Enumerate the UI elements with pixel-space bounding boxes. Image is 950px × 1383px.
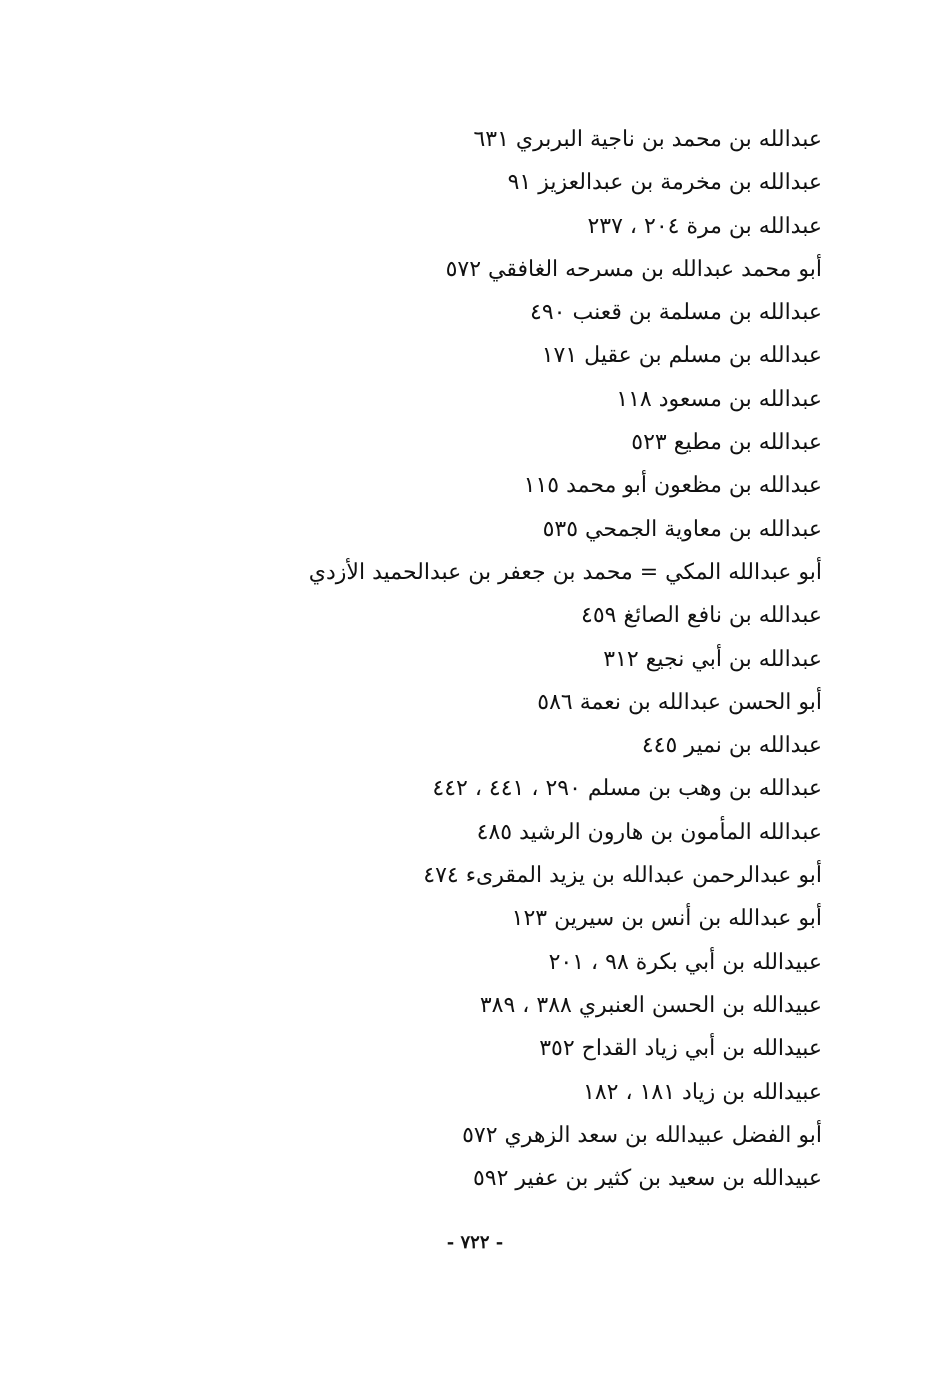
index-entry: عبدالله بن مرة ٢٠٤ ، ٢٣٧	[587, 213, 822, 239]
index-entry: عبدالله بن أبي نجيع ٣١٢	[603, 646, 822, 672]
index-entry: عبيدالله بن أبي زياد القداح ٣٥٢	[539, 1036, 822, 1062]
index-entry: عبدالله بن مخرمة بن عبدالعزيز ٩١	[507, 170, 822, 196]
index-entry: عبدالله بن مسعود ١١٨	[616, 386, 822, 412]
index-entry: عبيدالله بن أبي بكرة ٩٨ ، ٢٠١	[548, 949, 822, 975]
index-entry: أبو عبدالله المكي = محمد بن جعفر بن عبدالحميد الأزدي	[308, 559, 822, 585]
index-entry: أبو الفضل عبيدالله بن سعد الزهري ٥٧٢	[462, 1122, 822, 1148]
index-entry: عبدالله بن نمير ٤٤٥	[641, 733, 822, 759]
index-entry: عبدالله بن وهب بن مسلم ٢٩٠ ، ٤٤١ ، ٤٤٢	[432, 776, 822, 802]
index-entry: عبدالله بن مسلم بن عقيل ١٧١	[541, 343, 822, 369]
index-entry: أبو عبدالله بن أنس بن سيرين ١٢٣	[511, 906, 822, 932]
index-entry: عبدالله بن مسلمة بن قعنب ٤٩٠	[530, 300, 822, 326]
index-entries-list	[262, 118, 822, 1200]
index-entry: عبيدالله بن سعيد بن كثير بن عفير ٥٩٢	[472, 1166, 822, 1192]
index-entry: عبدالله بن معاوية الجمحي ٥٣٥	[542, 516, 822, 542]
index-entry: عبيدالله بن الحسن العنبري ٣٨٨ ، ٣٨٩	[479, 992, 822, 1018]
index-entry: أبو عبدالرحمن عبدالله بن يزيد المقرىء ٤٧٤	[423, 863, 822, 889]
index-entry: عبدالله بن محمد بن ناجية البربري ٦٣١	[473, 127, 822, 152]
page-number: - ٧٢٢ -	[446, 1232, 504, 1253]
index-entry: عبدالله بن نافع الصائغ ٤٥٩	[581, 603, 822, 629]
index-entry: أبو محمد عبدالله بن مسرحه الغافقي ٥٧٢	[445, 256, 822, 282]
index-entry: أبو الحسن عبدالله بن نعمة ٥٨٦	[537, 689, 822, 715]
index-entry: عبيدالله بن زياد ١٨١ ، ١٨٢	[583, 1079, 822, 1105]
index-entry: عبدالله بن مطيع ٥٢٣	[631, 430, 822, 456]
index-entry: عبدالله بن مظعون أبو محمد ١١٥	[523, 473, 822, 499]
index-entry: عبدالله المأمون بن هارون الرشيد ٤٨٥	[476, 819, 822, 845]
